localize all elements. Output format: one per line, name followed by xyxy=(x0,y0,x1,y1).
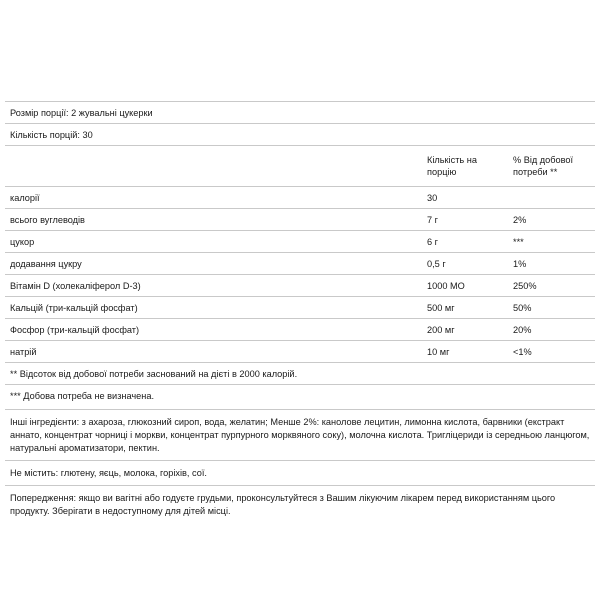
table-header xyxy=(5,145,595,186)
ingredients-text: Інші інгредієнти: з ахароза, глюкозний сироп, вода, желатин; Менше 2%: канолове лецитин, лимонна кислота, барвники (екстракт аннато, концентрат чорниці і моркви, концентрат пурпурного морквяного соку), молочна кислота. Тригліцериди із середньою ланцюгом, натуральні ароматизатори, пектин. xyxy=(10,417,590,453)
allergens-section xyxy=(5,460,595,485)
nutrient-amount: 0,5 г xyxy=(427,259,446,269)
nutrient-amount: 1000 МО xyxy=(427,281,465,291)
nutrient-daily-value: <1% xyxy=(513,347,532,357)
table-row xyxy=(5,274,595,296)
nutrient-name: цукор xyxy=(10,237,35,247)
footnote-daily-value-text: ** Відсоток від добової потреби заснований на дієті в 2000 калорій. xyxy=(10,369,298,379)
nutrient-name: Фосфор (три-кальцій фосфат) xyxy=(10,325,140,335)
column-header-amount: Кількість на порцію xyxy=(427,155,477,177)
warning-section xyxy=(5,485,595,523)
nutrient-name: калорії xyxy=(10,193,40,203)
allergens-text: Не містить: глютену, яєць, молока, горіхів, сої. xyxy=(10,468,207,478)
nutrient-daily-value: *** xyxy=(513,237,524,247)
table-row xyxy=(5,252,595,274)
nutrient-daily-value: 50% xyxy=(513,303,532,313)
nutrient-daily-value: 20% xyxy=(513,325,532,335)
servings-count: Кількість порцій: 30 xyxy=(10,130,93,140)
nutrient-amount: 500 мг xyxy=(427,303,455,313)
ingredients-section xyxy=(5,409,595,460)
footnote-daily-value xyxy=(5,362,595,384)
column-header-daily-value: % Від добової потреби ** xyxy=(513,155,574,177)
table-row xyxy=(5,296,595,318)
serving-size-row xyxy=(5,101,595,123)
table-row xyxy=(5,318,595,340)
nutrient-daily-value: 1% xyxy=(513,259,527,269)
nutrient-daily-value: 2% xyxy=(513,215,527,225)
footnote-not-established xyxy=(5,384,595,406)
nutrient-daily-value: 250% xyxy=(513,281,537,291)
nutrient-amount: 6 г xyxy=(427,237,439,247)
table-row xyxy=(5,208,595,230)
warning-text: Попередження: якщо ви вагітні або годуєте грудьми, проконсультуйтеся з Вашим лікуючим лікарем перед використанням цього продукту. Зберігати в недоступному для дітей місці. xyxy=(10,493,556,516)
nutrient-amount: 200 мг xyxy=(427,325,455,335)
nutrition-facts-panel xyxy=(5,101,595,523)
nutrient-name: додавання цукру xyxy=(10,259,82,269)
footnote-not-established-text: *** Добова потреба не визначена. xyxy=(10,391,155,401)
nutrient-name: всього вуглеводів xyxy=(10,215,85,225)
table-row xyxy=(5,230,595,252)
nutrient-name: Вітамін D (холекаліферол D-3) xyxy=(10,281,141,291)
table-row xyxy=(5,186,595,208)
nutrient-amount: 30 xyxy=(427,193,438,203)
nutrient-amount: 7 г xyxy=(427,215,439,225)
nutrient-amount: 10 мг xyxy=(427,347,450,357)
table-row xyxy=(5,340,595,362)
servings-count-row xyxy=(5,123,595,145)
nutrient-name: Кальцій (три-кальцій фосфат) xyxy=(10,303,138,313)
nutrient-name: натрій xyxy=(10,347,37,357)
serving-size: Розмір порції: 2 жувальні цукерки xyxy=(10,108,153,118)
